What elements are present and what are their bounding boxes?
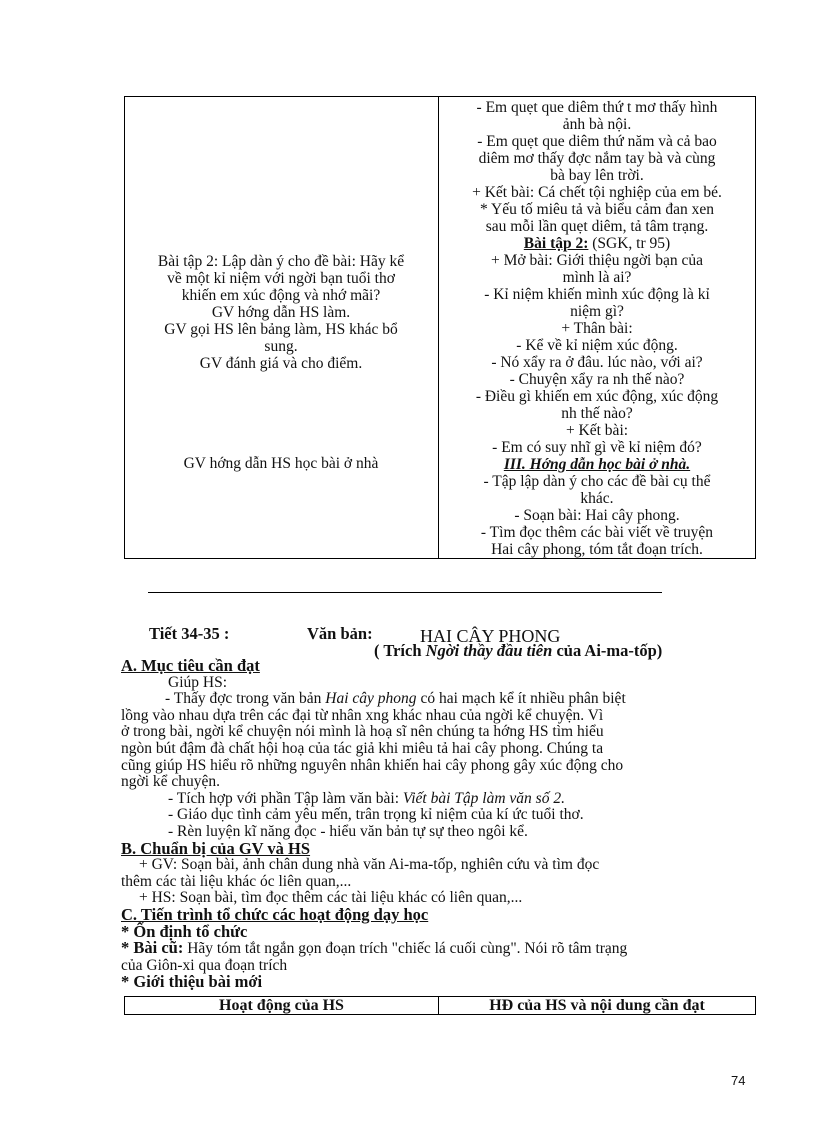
content-line: + Kết bài: Cá chết tội nghiệp của em bé. (472, 184, 722, 201)
section-a-heading: A. Mục tiêu cần đạt (121, 656, 260, 675)
section-c-heading: C. Tiến trình tổ chức các hoạt động dạy học (121, 904, 429, 924)
lesson-title: HAI CÂY PHONG (420, 626, 561, 646)
section-b-heading: B. Chuẩn bị của GV và HS (121, 838, 311, 858)
content-line: bà bay lên trời. (550, 167, 644, 184)
col-header-hs: Hoạt động của HS (125, 997, 439, 1015)
text-label: Văn bản: (307, 624, 373, 643)
content-line: - Điều gì khiến em xúc động, xúc động (475, 388, 719, 405)
col-header-content: HĐ của HS và nội dung cần đạt (439, 997, 756, 1015)
homework-heading: III. Hớng dẫn học bài ở nhà. (503, 456, 691, 473)
content-line: sau mỗi lần quẹt diêm, tả tâm trạng. (485, 218, 709, 235)
content-line: + Kết bài: (565, 422, 629, 439)
period-label: Tiết 34-35 : (149, 624, 230, 643)
activity-header-table (124, 996, 756, 1015)
exercise-2-instructions: Bài tập 2: Lập dàn ý cho đề bài: Hãy kể về một kỉ niệm với ngời bạn tuổi thơ khiến em xúc động và nhớ mãi? GV hớng dẫn HS làm. GV gọi HS lên bảng làm, HS khác bổ sung. GV đánh giá và cho điểm. (157, 253, 405, 372)
section-a: A. Mục tiêu cần đạt Giúp HS: - Thấy đợc trong văn bản Hai cây phong có hai mạch kể ít nhiều phân biệt lồng vào nhau dựa trên các đại từ nhân xng khác nhau của ngời kể chuyện. Vì ở trong bài, ngời kể chuyện nói mình là hoạ sĩ nên chúng ta hớng HS tìm hiểu ngòn bút đậm đà chất hội hoạ của tác giả khi miêu tả hai cây phong. Chúng ta cũng giúp HS hiểu rõ những nguyên nhân khiến hai cây phong gây xúc động cho ngời kể chuyện. - Tích hợp với phần Tập làm văn bài: Viết bài Tập làm văn số 2. - Giáo dục tình cảm yêu mến, trân trọng kỉ niệm của kí ức tuổi thơ. - Rèn luyện kĩ năng đọc - hiểu văn bản tự sự theo ngôi kể. B. Chuẩn bị của GV và HS + GV: Soạn bài, ảnh chân dung nhà văn Ai-ma-tốp, nghiên cứu và tìm đọc thêm các tài liệu khác óc liên quan,... + HS: Soạn bài, tìm đọc thêm các tài liệu khác có liên quan,... C. Tiến trình tổ chức các hoạt động dạy học * Ổn định tổ chức * Bài cũ: Hãy tóm tắt ngắn gọn đoạn trích "chiếc lá cuối cùng". Nói rõ tâm trạng của Giôn-xi qua đoạn trích * Giới thiệu bài mới (121, 656, 628, 992)
content-line: - Chuyện xẩy ra nh thế nào? (509, 371, 685, 388)
content-line: - Nó xẩy ra ở đâu. lúc nào, với ai? (491, 354, 703, 371)
lesson-source: ( Trích Ngời thầy đầu tiên của Ai-ma-tốp) (374, 641, 663, 660)
exercise-2-heading: Bài tập 2: (SGK, tr 95) (523, 235, 671, 252)
content-line: - Soạn bài: Hai cây phong. (514, 507, 680, 524)
content-line: mình là ai? (562, 269, 632, 286)
content-line: khác. (580, 490, 614, 507)
content-line: - Tập lập dàn ý cho các đề bài cụ thể (483, 473, 711, 490)
content-line: - Em quẹt que diêm thứ năm và cả bao (477, 133, 717, 150)
page-number: 74 (731, 1073, 746, 1088)
content-line: nh thế nào? (561, 405, 633, 422)
content-line: * Yếu tố miêu tả và biểu cảm đan xen (480, 201, 714, 218)
content-line: Hai cây phong, tóm tắt đoạn trích. (491, 541, 703, 558)
content-line: - Kể về kỉ niệm xúc động. (516, 337, 678, 354)
content-line: diêm mơ thấy đợc nắm tay bà và cùng (478, 150, 716, 167)
content-line: - Em có suy nhĩ gì về kỉ niệm đó? (492, 439, 702, 456)
content-line: + Thân bài: (561, 320, 633, 337)
content-line: ảnh bà nội. (562, 116, 632, 133)
content-line: + Mở bài: Giới thiệu ngời bạn của (491, 252, 703, 269)
content-line: - Em quẹt que diêm thứ t mơ thấy hình (476, 99, 718, 116)
content-line: - Tìm đọc thêm các bài viết về truyện (480, 524, 714, 541)
activity-table (124, 96, 756, 559)
homework-instructions: GV hớng dẫn HS học bài ở nhà (183, 455, 379, 472)
content-line: niệm gì? (570, 303, 624, 320)
content-line: - Kỉ niệm khiến mình xúc động là kỉ (484, 286, 710, 303)
section-divider (148, 592, 662, 593)
content-cell (439, 97, 756, 559)
teacher-activity-cell (125, 97, 439, 559)
